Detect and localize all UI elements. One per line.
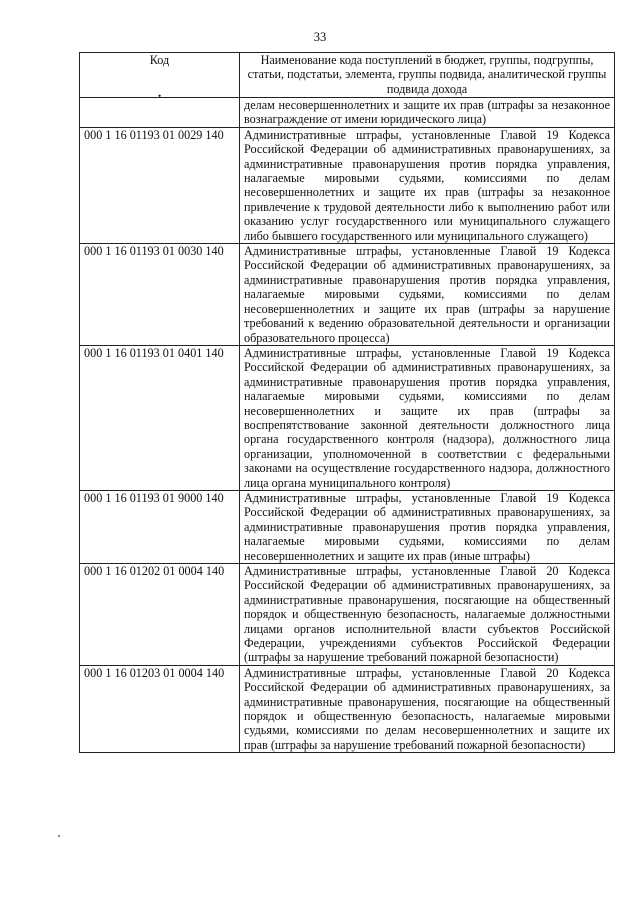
table-row <box>80 564 615 666</box>
table-row <box>80 665 615 752</box>
table-row <box>80 345 615 490</box>
scan-speck <box>58 835 60 837</box>
row-description: Административные штрафы, установленные Главой 20 Кодекса Российской Федерации об административных правонарушениях, за административные правонарушения, посягающие на общественный порядок и общественную безопасность, налагаемые должностными лицами органов исполнительной власти субъектов Российской Федерации, учреждениями субъектов Российской Федерации (штрафы за нарушение требований пожарной безопасности) <box>240 564 615 666</box>
row-code: 000 1 16 01193 01 0030 140 <box>80 244 240 346</box>
table-header-row <box>80 53 615 98</box>
row-code: 000 1 16 01193 01 0029 140 <box>80 127 240 243</box>
header-marker: • <box>158 91 162 101</box>
header-code <box>80 53 240 101</box>
page-number: 33 <box>313 30 327 44</box>
continuation-row <box>80 98 615 128</box>
row-code: 000 1 16 01203 01 0004 140 <box>80 665 240 752</box>
row-code: 000 1 16 01193 01 9000 140 <box>80 490 240 563</box>
header-name: Наименование кода поступлений в бюджет, группы, подгруппы, статьи, подстатьи, элемента, группы подвида, аналитической группы подвида дохода <box>240 53 615 98</box>
continuation-description: делам несовершеннолетних и защите их прав (штрафы за незаконное вознаграждение от имени юридического лица) <box>240 98 615 128</box>
table-row <box>80 127 615 243</box>
revenue-codes-table <box>79 52 615 753</box>
row-description: Административные штрафы, установленные Главой 19 Кодекса Российской Федерации об административных правонарушениях, за административные правонарушения против порядка управления, налагаемые мировыми судьями, комиссиями по делам несовершеннолетних и защите их прав (иные штрафы) <box>240 490 615 563</box>
row-description: Административные штрафы, установленные Главой 19 Кодекса Российской Федерации об административных правонарушениях, за административные правонарушения против порядка управления, налагаемые мировыми судьями, комиссиями по делам несовершеннолетних и защите их прав (штрафы за незаконное привлечение к трудовой деятельности либо к выполнению работ или оказанию услуг государственного или муниципального служащего либо бывшего государственного или муниципального служащего) <box>240 127 615 243</box>
row-description: Административные штрафы, установленные Главой 20 Кодекса Российской Федерации об административных правонарушениях, за административные правонарушения, посягающие на общественный порядок и общественную безопасность, налагаемые мировыми судьями, комиссиями по делам несовершеннолетних и защите их прав (штрафы за нарушение требований пожарной безопасности) <box>240 665 615 752</box>
row-code: 000 1 16 01202 01 0004 140 <box>80 564 240 666</box>
table-row <box>80 244 615 346</box>
row-description: Административные штрафы, установленные Главой 19 Кодекса Российской Федерации об административных правонарушениях, за административные правонарушения против порядка управления, налагаемые мировыми судьями, комиссиями по делам несовершеннолетних и защите их прав (штрафы за нарушение требований к ведению образовательной деятельности и организации образовательного процесса) <box>240 244 615 346</box>
header-code-label: Код <box>149 53 170 67</box>
continuation-code-cell <box>80 98 240 128</box>
row-description: Административные штрафы, установленные Главой 19 Кодекса Российской Федерации об административных правонарушениях, за административные правонарушения против порядка управления, налагаемые мировыми судьями, комиссиями по делам несовершеннолетних и защите их прав (штрафы за воспрепятствование законной деятельности должностного лица органа государственного контроля (надзора), должностного лица организации, уполномоченной в соответствии с федеральными законами на осуществление государственного надзора, должностного лица органа муниципального контроля) <box>240 345 615 490</box>
table-row <box>80 490 615 563</box>
row-code: 000 1 16 01193 01 0401 140 <box>80 345 240 490</box>
